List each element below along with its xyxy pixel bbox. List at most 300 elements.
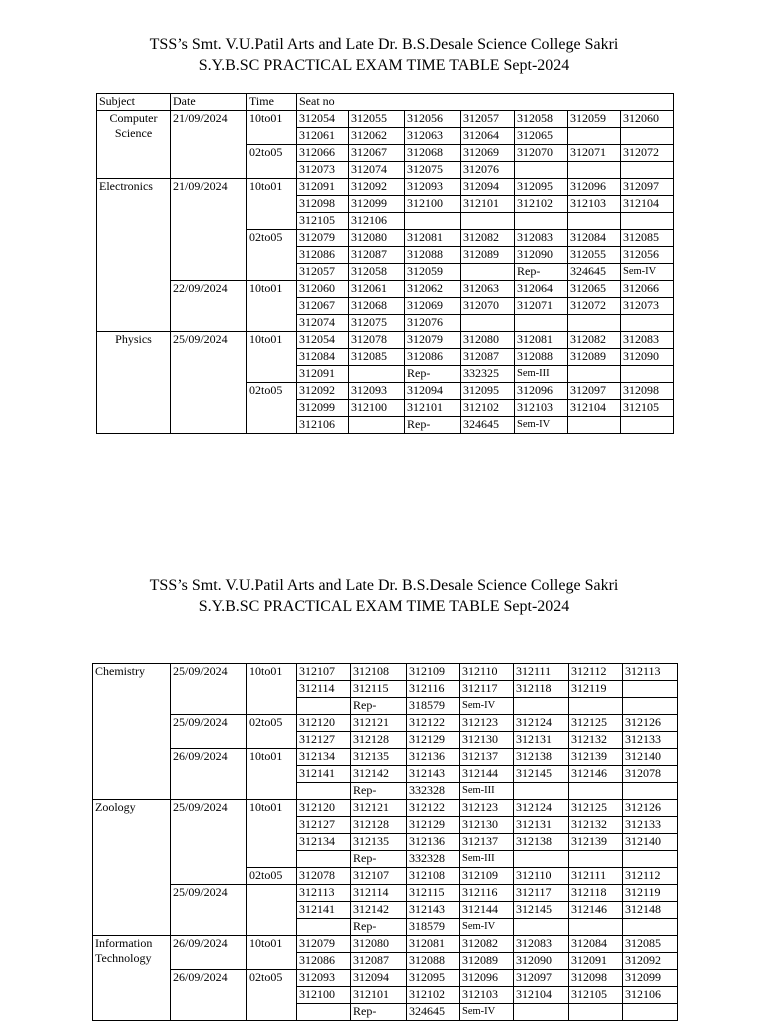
seat-cell: 312100 (405, 196, 461, 213)
table-row (93, 664, 678, 681)
seat-cell: 312138 (514, 834, 569, 851)
table-row (93, 715, 678, 732)
seat-cell: Sem-IV (621, 264, 674, 281)
seat-cell: 312133 (623, 817, 678, 834)
seat-cell: 312061 (297, 128, 349, 145)
seat-cell: 312120 (297, 715, 351, 732)
seat-cell: 312134 (297, 749, 351, 766)
seat-cell (297, 919, 351, 936)
seat-cell: 312079 (297, 936, 351, 953)
header-time: Time (247, 94, 297, 111)
college-title: TSS’s Smt. V.U.Patil Arts and Late Dr. B.S.Desale Science College Sakri (149, 36, 619, 53)
seat-cell: 332325 (461, 366, 515, 383)
seat-cell: 312099 (349, 196, 405, 213)
seat-cell: 332328 (407, 783, 460, 800)
seat-cell: 312092 (349, 179, 405, 196)
seat-cell: 312088 (515, 349, 568, 366)
seat-cell: 312127 (297, 817, 351, 834)
seat-cell: 312087 (351, 953, 407, 970)
seat-cell: 312054 (297, 111, 349, 128)
seat-cell: 312064 (515, 281, 568, 298)
seat-cell: 312068 (349, 298, 405, 315)
seat-cell: 312091 (297, 366, 349, 383)
table-row (93, 749, 678, 766)
seat-cell: 312134 (297, 834, 351, 851)
seat-cell: 312095 (407, 970, 460, 987)
seat-cell: 312075 (349, 315, 405, 332)
seat-cell (515, 315, 568, 332)
seat-cell: 312085 (621, 230, 674, 247)
seat-cell: 312125 (569, 800, 623, 817)
time-cell: 02to05 (247, 970, 297, 1021)
seat-cell (514, 919, 569, 936)
table-row (97, 281, 674, 298)
seat-cell: 312126 (623, 800, 678, 817)
seat-cell (461, 264, 515, 281)
seat-cell: 312065 (568, 281, 621, 298)
seat-cell (297, 851, 351, 868)
seat-cell: Rep- (351, 783, 407, 800)
seat-cell: 312072 (621, 145, 674, 162)
date-cell: 25/09/2024 (171, 715, 247, 749)
seat-cell: 312065 (515, 128, 568, 145)
seat-cell: 312125 (569, 715, 623, 732)
seat-cell: 312118 (569, 885, 623, 902)
seat-cell: 312124 (514, 800, 569, 817)
seat-cell: 312064 (461, 128, 515, 145)
seat-cell (623, 783, 678, 800)
sheet1-header (0, 34, 768, 76)
seat-cell: 312093 (297, 970, 351, 987)
seat-cell (297, 698, 351, 715)
seat-cell: 312083 (621, 332, 674, 349)
date-cell: 26/09/2024 (171, 970, 247, 1021)
seat-cell: 312115 (351, 681, 407, 698)
seat-cell: 312133 (623, 732, 678, 749)
seat-cell: 312057 (297, 264, 349, 281)
seat-cell: 312107 (297, 664, 351, 681)
seat-cell: 312097 (568, 383, 621, 400)
seat-cell: 312137 (460, 749, 514, 766)
seat-cell: 312063 (405, 128, 461, 145)
seat-cell (569, 783, 623, 800)
date-cell: 25/09/2024 (171, 800, 247, 885)
seat-cell: 312126 (623, 715, 678, 732)
seat-cell: 312090 (515, 247, 568, 264)
seat-cell: 312062 (405, 281, 461, 298)
date-cell: 25/09/2024 (171, 885, 247, 936)
seat-cell: 312142 (351, 766, 407, 783)
seat-cell: 312082 (461, 230, 515, 247)
seat-cell: 312106 (349, 213, 405, 230)
time-cell: 10to01 (247, 749, 297, 800)
seat-cell: 312093 (405, 179, 461, 196)
seat-cell: Sem-III (460, 783, 514, 800)
seat-cell: 312131 (514, 817, 569, 834)
seat-cell: 312143 (407, 766, 460, 783)
seat-cell: 312070 (515, 145, 568, 162)
seat-cell: 312060 (621, 111, 674, 128)
seat-cell: 312059 (568, 111, 621, 128)
seat-cell: 312104 (621, 196, 674, 213)
seat-cell: 312112 (623, 868, 678, 885)
timetable-1 (96, 93, 674, 434)
table-row (97, 332, 674, 349)
seat-cell: Rep- (405, 417, 461, 434)
time-cell (247, 885, 297, 936)
seat-cell: 312138 (514, 749, 569, 766)
table-row (93, 800, 678, 817)
seat-cell: 312105 (297, 213, 349, 230)
seat-cell: 312146 (569, 766, 623, 783)
seat-cell (568, 128, 621, 145)
time-cell: 02to05 (247, 715, 297, 749)
seat-cell: 312130 (460, 732, 514, 749)
seat-cell: 312143 (407, 902, 460, 919)
seat-cell: 312129 (407, 817, 460, 834)
seat-cell: 312122 (407, 715, 460, 732)
seat-cell: 312132 (569, 732, 623, 749)
seat-cell: 312095 (515, 179, 568, 196)
header-seat-no: Seat no (297, 94, 674, 111)
seat-cell: 332328 (407, 851, 460, 868)
sheet2-header (0, 575, 768, 617)
seat-cell: 312140 (623, 834, 678, 851)
seat-cell (515, 213, 568, 230)
seat-cell (623, 698, 678, 715)
seat-cell: 312123 (460, 715, 514, 732)
seat-cell: 312118 (514, 681, 569, 698)
seat-cell: 312129 (407, 732, 460, 749)
seat-cell: 312117 (514, 885, 569, 902)
seat-cell (405, 213, 461, 230)
time-cell: 10to01 (247, 111, 297, 145)
time-cell: 10to01 (247, 664, 297, 715)
seat-cell: 312119 (623, 885, 678, 902)
seat-cell: 312104 (568, 400, 621, 417)
time-cell: 10to01 (247, 800, 297, 868)
seat-cell: 312082 (460, 936, 514, 953)
date-cell: 26/09/2024 (171, 749, 247, 800)
seat-cell: 312144 (460, 766, 514, 783)
seat-cell: 312059 (405, 264, 461, 281)
seat-cell: 312096 (460, 970, 514, 987)
seat-cell: 312130 (460, 817, 514, 834)
seat-cell: 324645 (407, 1004, 460, 1021)
seat-cell (568, 315, 621, 332)
seat-cell: 312097 (514, 970, 569, 987)
seat-cell: Rep- (515, 264, 568, 281)
seat-cell: 312062 (349, 128, 405, 145)
seat-cell: 312105 (569, 987, 623, 1004)
date-cell: 21/09/2024 (171, 111, 247, 179)
exam-title: S.Y.B.SC PRACTICAL EXAM TIME TABLE Sept-2024 (198, 598, 570, 615)
seat-cell: 312063 (461, 281, 515, 298)
seat-cell: 312087 (461, 349, 515, 366)
seat-cell: 312127 (297, 732, 351, 749)
time-cell: 02to05 (247, 230, 297, 281)
seat-cell: 312101 (351, 987, 407, 1004)
time-cell: 02to05 (247, 145, 297, 179)
table-row (97, 111, 674, 128)
seat-cell: 312102 (515, 196, 568, 213)
seat-cell: 312122 (407, 800, 460, 817)
subject-cell: Computer Science (97, 111, 171, 179)
seat-cell: 312097 (621, 179, 674, 196)
seat-cell: 312099 (297, 400, 349, 417)
date-cell: 22/09/2024 (171, 281, 247, 332)
seat-cell: 312055 (349, 111, 405, 128)
seat-cell: 312073 (297, 162, 349, 179)
seat-cell: 312094 (351, 970, 407, 987)
seat-cell: 312141 (297, 902, 351, 919)
subject-cell: Physics (97, 332, 171, 434)
seat-cell (621, 162, 674, 179)
seat-cell: 312095 (461, 383, 515, 400)
seat-cell: 312080 (461, 332, 515, 349)
seat-cell: 312090 (514, 953, 569, 970)
seat-cell: 312081 (405, 230, 461, 247)
seat-cell: 312132 (569, 817, 623, 834)
table-row (93, 885, 678, 902)
seat-cell: 312101 (405, 400, 461, 417)
date-cell: 26/09/2024 (171, 936, 247, 970)
seat-cell: 312073 (621, 298, 674, 315)
time-cell: 02to05 (247, 383, 297, 434)
seat-cell: 312085 (349, 349, 405, 366)
seat-cell: 312058 (515, 111, 568, 128)
seat-cell: 312071 (568, 145, 621, 162)
seat-cell (514, 698, 569, 715)
seat-cell: 312081 (515, 332, 568, 349)
seat-cell: Sem-III (460, 851, 514, 868)
seat-cell: 312091 (297, 179, 349, 196)
seat-cell: 312055 (568, 247, 621, 264)
seat-cell: 312114 (297, 681, 351, 698)
seat-cell: 312128 (351, 732, 407, 749)
timetable-2 (92, 663, 678, 1021)
seat-cell: 312081 (407, 936, 460, 953)
seat-cell: 312080 (349, 230, 405, 247)
seat-cell: 312121 (351, 715, 407, 732)
seat-cell: 312075 (405, 162, 461, 179)
seat-cell: Sem-IV (460, 1004, 514, 1021)
seat-cell: 312110 (460, 664, 514, 681)
seat-cell: 312110 (514, 868, 569, 885)
seat-cell: 312112 (569, 664, 623, 681)
seat-cell: 312079 (405, 332, 461, 349)
seat-cell: 312074 (297, 315, 349, 332)
seat-cell: 312099 (623, 970, 678, 987)
seat-cell: 312113 (297, 885, 351, 902)
seat-cell (621, 417, 674, 434)
seat-cell: 312098 (569, 970, 623, 987)
seat-cell: 312085 (623, 936, 678, 953)
seat-cell (514, 851, 569, 868)
seat-cell: Sem-IV (460, 919, 514, 936)
seat-cell: 312139 (569, 749, 623, 766)
seat-cell: 312056 (621, 247, 674, 264)
subject-cell: Information Technology (93, 936, 171, 1021)
seat-cell: 312100 (349, 400, 405, 417)
seat-cell: 312079 (297, 230, 349, 247)
seat-cell: Sem-IV (460, 698, 514, 715)
seat-cell: 312145 (514, 766, 569, 783)
seat-cell: 312082 (568, 332, 621, 349)
seat-cell: 312080 (351, 936, 407, 953)
seat-cell: 312070 (461, 298, 515, 315)
seat-cell: 312124 (514, 715, 569, 732)
seat-cell (623, 1004, 678, 1021)
seat-cell (349, 366, 405, 383)
seat-cell: 312115 (407, 885, 460, 902)
seat-cell: 312145 (514, 902, 569, 919)
time-cell: 10to01 (247, 179, 297, 230)
seat-cell: Rep- (351, 1004, 407, 1021)
seat-cell: 318579 (407, 698, 460, 715)
seat-cell: 312084 (569, 936, 623, 953)
subject-cell: Chemistry (93, 664, 171, 800)
seat-cell: 312108 (351, 664, 407, 681)
seat-cell: 312102 (407, 987, 460, 1004)
seat-cell: 312096 (515, 383, 568, 400)
seat-cell: 312068 (405, 145, 461, 162)
seat-cell: 312083 (514, 936, 569, 953)
seat-cell (514, 783, 569, 800)
seat-cell: 312069 (461, 145, 515, 162)
seat-cell: 312067 (349, 145, 405, 162)
date-cell: 25/09/2024 (171, 332, 247, 434)
seat-cell: 312071 (515, 298, 568, 315)
seat-cell: 312102 (461, 400, 515, 417)
college-title: TSS’s Smt. V.U.Patil Arts and Late Dr. B.S.Desale Science College Sakri (149, 577, 619, 594)
seat-cell: Sem-III (515, 366, 568, 383)
seat-cell: 312086 (405, 349, 461, 366)
seat-cell: 312131 (514, 732, 569, 749)
seat-cell: 312106 (297, 417, 349, 434)
seat-cell: 312146 (569, 902, 623, 919)
seat-cell: Rep- (405, 366, 461, 383)
seat-cell: 318579 (407, 919, 460, 936)
seat-cell (568, 213, 621, 230)
seat-cell: 312060 (297, 281, 349, 298)
seat-cell (569, 698, 623, 715)
seat-cell: 312098 (621, 383, 674, 400)
time-cell: 10to01 (247, 332, 297, 383)
seat-cell: 312057 (461, 111, 515, 128)
seat-cell: 312093 (349, 383, 405, 400)
seat-cell: 312076 (461, 162, 515, 179)
seat-cell: 312078 (349, 332, 405, 349)
seat-cell (461, 213, 515, 230)
exam-title: S.Y.B.SC PRACTICAL EXAM TIME TABLE Sept-2024 (198, 57, 570, 74)
seat-cell: 312074 (349, 162, 405, 179)
seat-cell (621, 128, 674, 145)
seat-cell: 312054 (297, 332, 349, 349)
time-cell: 10to01 (247, 936, 297, 970)
seat-cell (569, 1004, 623, 1021)
time-cell: 10to01 (247, 281, 297, 332)
seat-cell: Rep- (351, 851, 407, 868)
seat-cell: 312101 (461, 196, 515, 213)
seat-cell: 312067 (297, 298, 349, 315)
seat-cell: 312119 (569, 681, 623, 698)
seat-cell: 312139 (569, 834, 623, 851)
seat-cell: 312144 (460, 902, 514, 919)
seat-cell: 312094 (405, 383, 461, 400)
seat-cell (569, 851, 623, 868)
seat-cell: 312086 (297, 247, 349, 264)
seat-cell: 312116 (460, 885, 514, 902)
seat-cell: 312072 (568, 298, 621, 315)
seat-cell: 312104 (514, 987, 569, 1004)
seat-cell: 312142 (351, 902, 407, 919)
seat-cell: 312069 (405, 298, 461, 315)
seat-cell: 312078 (623, 766, 678, 783)
table-row (93, 936, 678, 953)
seat-cell: 312111 (514, 664, 569, 681)
seat-cell: 312089 (460, 953, 514, 970)
seat-cell: 312105 (621, 400, 674, 417)
seat-cell: 312092 (623, 953, 678, 970)
seat-cell: 312111 (569, 868, 623, 885)
seat-cell: 312088 (407, 953, 460, 970)
seat-cell: 312137 (460, 834, 514, 851)
seat-cell: 312117 (460, 681, 514, 698)
seat-cell: 312140 (623, 749, 678, 766)
seat-cell: 312113 (623, 664, 678, 681)
seat-cell: 312061 (349, 281, 405, 298)
seat-cell: 312066 (297, 145, 349, 162)
seat-cell: 312108 (407, 868, 460, 885)
seat-cell (623, 851, 678, 868)
seat-cell: Rep- (351, 919, 407, 936)
seat-cell: 312103 (568, 196, 621, 213)
date-cell: 25/09/2024 (171, 664, 247, 715)
seat-cell: 312116 (407, 681, 460, 698)
seat-cell: 312148 (623, 902, 678, 919)
seat-cell: 312128 (351, 817, 407, 834)
seat-cell: 312135 (351, 749, 407, 766)
seat-cell: 312058 (349, 264, 405, 281)
seat-cell (569, 919, 623, 936)
seat-cell: 312106 (623, 987, 678, 1004)
seat-cell (568, 366, 621, 383)
seat-cell: 312089 (568, 349, 621, 366)
seat-cell: 312109 (460, 868, 514, 885)
seat-cell: 312088 (405, 247, 461, 264)
seat-cell: 312066 (621, 281, 674, 298)
table-header-row (97, 94, 674, 111)
seat-cell (297, 783, 351, 800)
seat-cell: 312056 (405, 111, 461, 128)
seat-cell: 324645 (461, 417, 515, 434)
seat-cell (621, 315, 674, 332)
seat-cell: Rep- (351, 698, 407, 715)
seat-cell (297, 1004, 351, 1021)
seat-cell (514, 1004, 569, 1021)
table-row (97, 179, 674, 196)
seat-cell: 312103 (515, 400, 568, 417)
seat-cell: 312107 (351, 868, 407, 885)
seat-cell (623, 681, 678, 698)
seat-cell: 312091 (569, 953, 623, 970)
seat-cell: 312084 (297, 349, 349, 366)
time-cell: 02to05 (247, 868, 297, 885)
seat-cell: Sem-IV (515, 417, 568, 434)
seat-cell: 312086 (297, 953, 351, 970)
seat-cell: 312120 (297, 800, 351, 817)
